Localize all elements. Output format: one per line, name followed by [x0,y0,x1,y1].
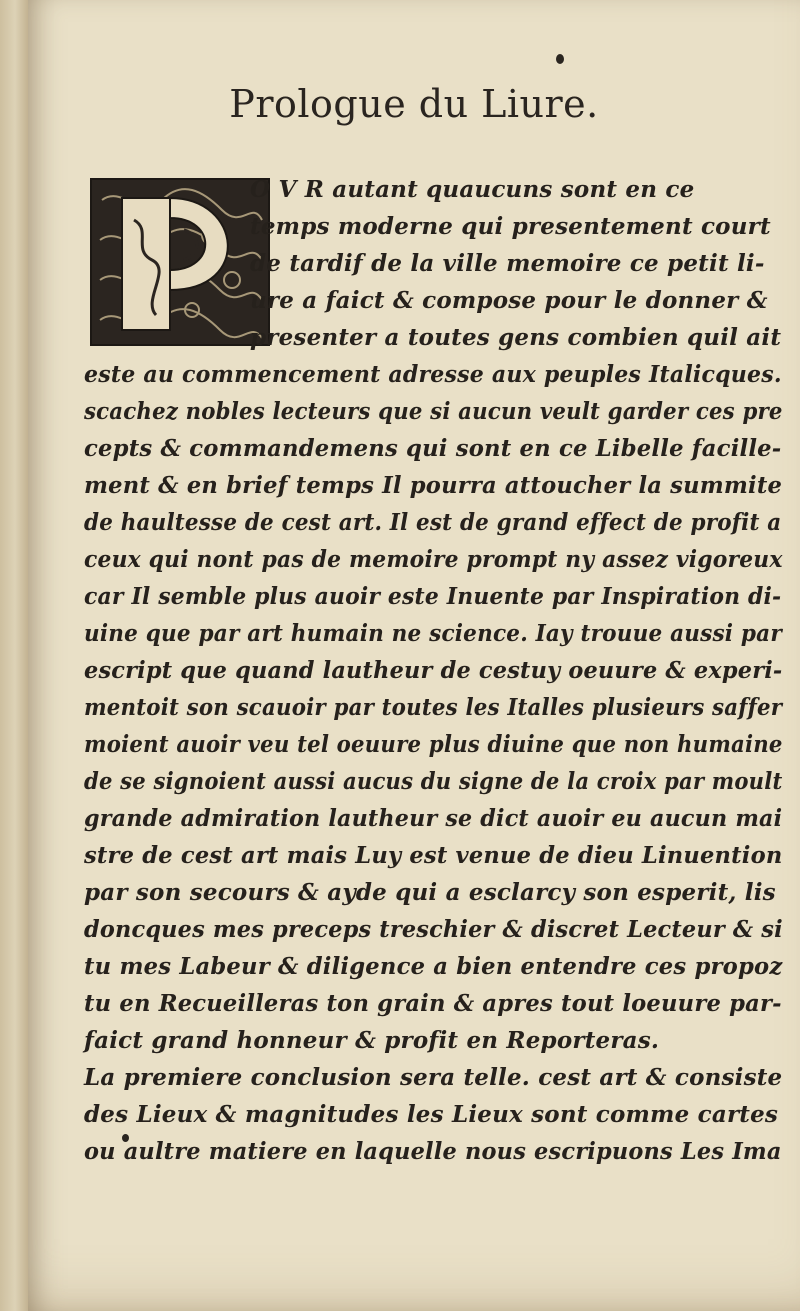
text-line: cepts & commandemens qui sont en ce Libelle facille- [84,435,782,462]
text-line: stre de cest art mais Luy est venue de dieu Linuention [84,842,783,869]
text-line: doncques mes preceps treschier & discret Lecteur & si [84,916,783,943]
text-line: de se signoient aussi aucus du signe de la croix par moult [84,768,783,795]
text-line: car Il semble plus auoir este Inuente par Inspiration di- [84,583,782,610]
text-line: tu en Recueilleras ton grain & apres tout loeuure par- [84,990,782,1017]
text-line: este au commencement adresse aux peuples Italicques. [84,361,782,388]
text-line: ure a faict & compose pour le donner & [250,287,768,314]
text-line: La premiere conclusion sera telle. cest art & consiste [84,1064,783,1091]
text-line: ment & en brief temps Il pourra attoucher la summite [84,472,783,499]
text-line: moient auoir veu tel oeuure plus diuine que non humaine [84,731,783,758]
text-line: par son secours & ayde qui a esclarcy son esperit, lis [84,879,776,906]
book-gutter [0,0,31,1311]
page-title: Prologue du Liure. [229,82,599,126]
text-line: de haultesse de cest art. Il est de grand effect de profit a [84,509,782,536]
text-line: ou aultre matiere en laquelle nous escripuons Les Ima [84,1138,782,1165]
ink-mark [556,54,564,64]
text-line: des Lieux & magnitudes les Lieux sont comme cartes [84,1101,779,1128]
text-line: grande admiration lautheur se dict auoir eu aucun mai [84,805,783,832]
text-line: faict grand honneur & profit en Reporteras. [84,1027,660,1054]
decorated-initial-p [90,178,270,346]
text-line: escript que quand lautheur de cestuy oeuure & experi- [84,657,783,684]
text-line: O V R autant quaucuns sont en ce [250,176,695,203]
text-line: de tardif de la ville memoire ce petit li- [250,250,765,277]
text-line: ceux qui nont pas de memoire prompt ny assez vigoreux [84,546,783,573]
text-line: presenter a toutes gens combien quil ait [250,324,782,351]
text-line: mentoit son scauoir par toutes les Italles plusieurs saffer [84,694,783,721]
text-line: temps moderne qui presentement court [250,213,771,240]
book-page [28,0,800,1311]
text-line: tu mes Labeur & diligence a bien entendre ces propoz [84,953,783,980]
text-line: uine que par art humain ne science. Iay trouue aussi par [84,620,782,647]
text-line: scachez nobles lecteurs que si aucun veult garder ces pre [84,398,783,425]
